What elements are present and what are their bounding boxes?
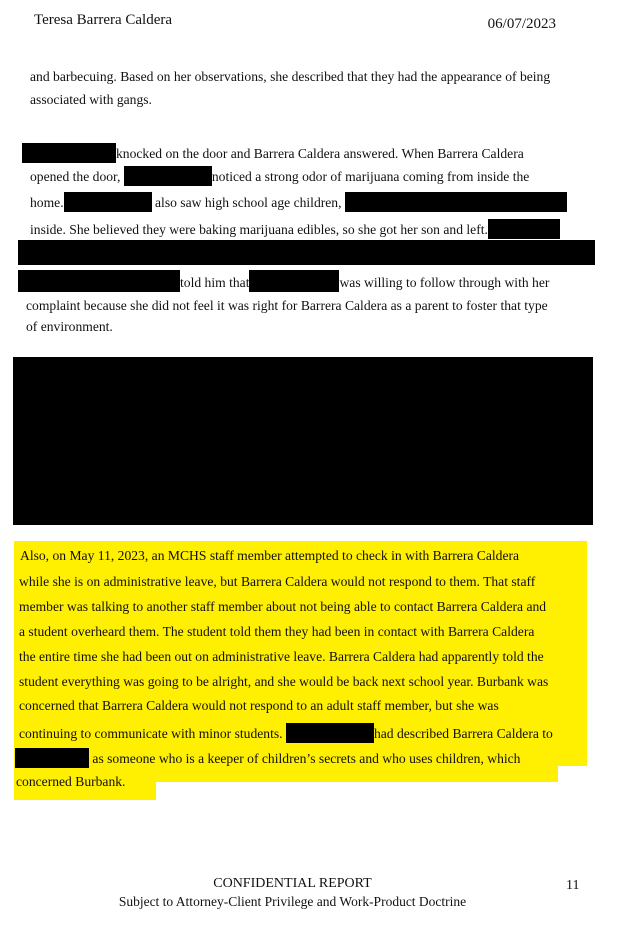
para2-line2-text-b: noticed a strong odor of marijuana coming from inside the [211,169,530,184]
para3-line8-text-a: continuing to communicate with minor students. [19,726,283,741]
footer-title: CONFIDENTIAL REPORT [213,876,372,891]
para2-line3 [30,192,567,212]
para3-line8 [19,723,553,743]
para2-line6-text-b: was willing to follow through with her [339,275,550,290]
para3-line1: Also, on May 11, 2023, an MCHS staff member attempted to check in with Barrera Caldera [20,548,520,563]
para2-line6 [18,270,549,292]
redaction [124,166,212,186]
para1-line1: and barbecuing. Based on her observations, she described that they had the appearance of being [30,69,551,84]
para3-line5: the entire time she had been out on administrative leave. Barrera Caldera had apparently told the [19,649,544,664]
para2-line2 [30,166,529,186]
para2-line1-text: knocked on the door and Barrera Caldera answered. When Barrera Caldera [116,146,524,161]
redaction [22,143,116,163]
header-date: 06/07/2023 [487,16,556,32]
page-number: 11 [566,878,580,893]
para3-line7: concerned that Barrera Caldera would not respond to an adult staff member, but she was [19,698,499,713]
redaction [488,219,560,239]
redaction [249,270,339,292]
redaction [345,192,567,212]
para3-line2: while she is on administrative leave, but Barrera Caldera would not respond to them. That staff [19,574,536,589]
redaction-block [13,357,593,525]
para1-line2: associated with gangs. [30,92,152,107]
redaction [15,748,89,768]
para2-line2-text-a: opened the door, [30,169,121,184]
para3-line8-text-b: had described Barrera Caldera to [373,726,553,741]
para3-line3: member was talking to another staff member about not being able to contact Barrera Caldera and [19,599,547,614]
para3-line10: concerned Burbank. [16,774,126,789]
para3-line9 [15,748,520,768]
para3-line9-text: as someone who is a keeper of children’s secrets and who uses children, which [92,751,521,766]
redaction [286,723,374,743]
para2-line7: complaint because she did not feel it was right for Barrera Caldera as a parent to foster that type [26,298,548,313]
para3-line6: student everything was going to be alright, and she would be back next school year. Burbank was [19,674,549,689]
footer-subtitle: Subject to Attorney-Client Privilege and Work-Product Doctrine [118,894,467,909]
para2-line6-text-a: told him that [180,275,250,290]
para3-line4: a student overheard them. The student told them they had been in contact with Barrera Caldera [19,624,535,639]
redaction-line [18,240,595,265]
header-name: Teresa Barrera Caldera [34,12,173,28]
redaction [64,192,152,212]
redaction [18,270,180,292]
para2-line4 [30,219,560,239]
para2-line3-text-a: home. [30,195,64,210]
para2-line4-text: inside. She believed they were baking marijuana edibles, so she got her son and left. [30,222,488,237]
para2-line8: of environment. [26,319,113,334]
para2-line3-text-b: also saw high school age children, [155,195,342,210]
para2-line1 [22,143,524,163]
